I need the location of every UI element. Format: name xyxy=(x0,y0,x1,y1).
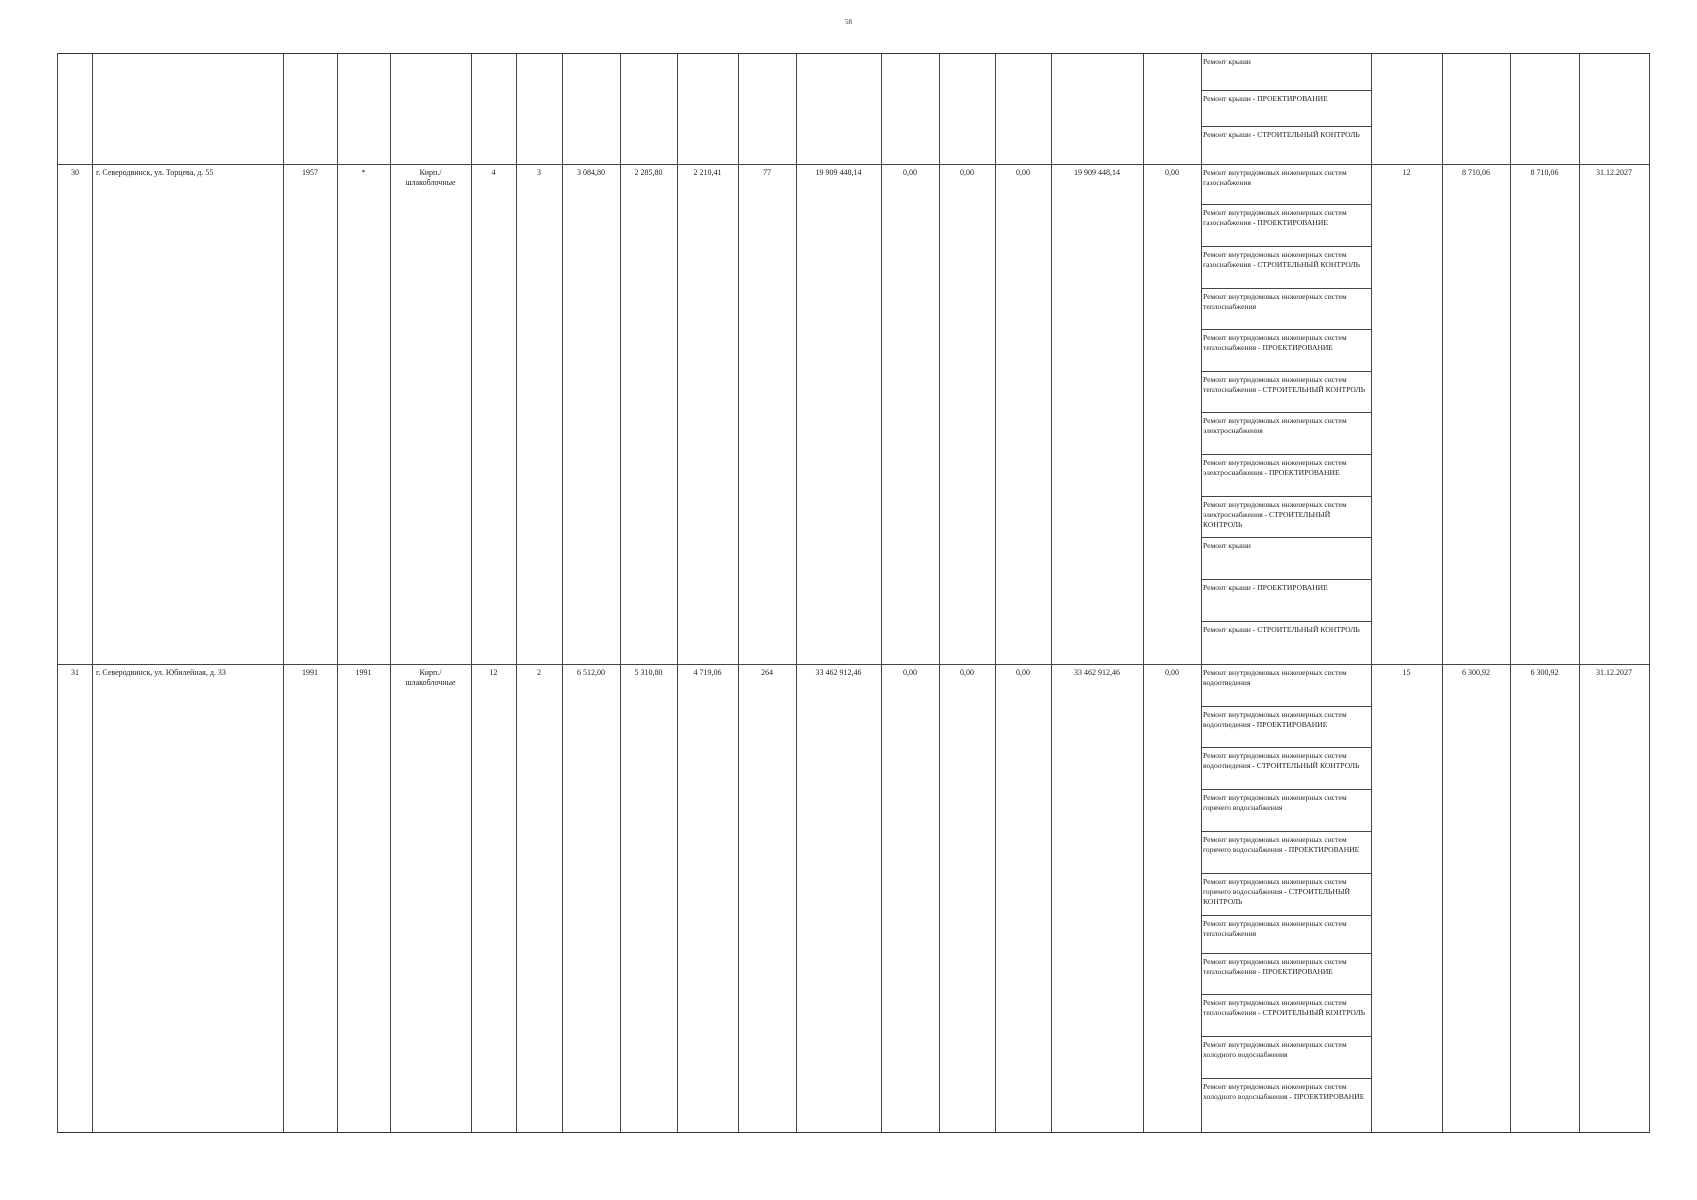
address: г. Северодвинск, ул. Юбилейная, д. 33 xyxy=(96,668,226,677)
work-item: Ремонт внутридомовых инженерных систем газоснабжения - ПРОЕКТИРОВАНИЕ xyxy=(1201,205,1371,247)
column-rule xyxy=(57,54,58,1132)
floors: 4 xyxy=(491,168,496,177)
work-item: Ремонт внутридомовых инженерных систем газоснабжения - СТРОИТЕЛЬНЫЙ КОНТРОЛЬ xyxy=(1201,247,1371,289)
area-living: 2 210,41 xyxy=(693,168,722,177)
entrances: 3 xyxy=(537,168,541,177)
column-rule xyxy=(939,54,940,1132)
work-item: Ремонт крыши - ПРОЕКТИРОВАНИЕ xyxy=(1201,91,1371,127)
area-all: 5 310,80 xyxy=(634,668,663,677)
work-item: Ремонт внутридомовых инженерных систем холодного водоснабжения xyxy=(1201,1037,1371,1079)
unit-cost: 6 300,92 xyxy=(1462,668,1490,677)
work-item: Ремонт крыши - СТРОИТЕЛЬНЫЙ КОНТРОЛЬ xyxy=(1203,625,1360,634)
work-item: Ремонт внутридомовых инженерных систем водоотведения - СТРОИТЕЛЬНЫЙ КОНТРОЛЬ xyxy=(1201,748,1371,790)
cost-region: 0,00 xyxy=(960,168,974,177)
area-all: 2 285,80 xyxy=(634,168,663,177)
address: г. Северодвинск, ул. Торцева, д. 55 xyxy=(96,168,214,177)
deadline: 31.12.2027 xyxy=(1596,168,1632,177)
floors: 12 xyxy=(489,668,498,677)
column-rule xyxy=(1442,54,1443,1132)
total-area: 3 084,80 xyxy=(577,168,605,177)
work-item: Ремонт внутридомовых инженерных систем газоснабжения xyxy=(1201,165,1371,205)
residents: 77 xyxy=(763,168,771,177)
deadline: 31.12.2027 xyxy=(1596,668,1632,677)
year-built: 1991 xyxy=(302,668,318,677)
cost-fund: 0,00 xyxy=(903,168,917,177)
wall-material: Кирп./ xyxy=(419,168,442,177)
work-item: Ремонт крыши xyxy=(1201,538,1371,580)
top-segment-works xyxy=(1201,54,1371,164)
work-item: Ремонт внутридомовых инженерных систем электроснабжения - ПРОЕКТИРОВАНИЕ xyxy=(1201,455,1371,497)
work-item: Ремонт крыши - СТРОИТЕЛЬНЫЙ КОНТРОЛЬ xyxy=(1203,130,1360,139)
works-list xyxy=(1201,665,1371,1132)
work-item: Ремонт внутридомовых инженерных систем теплоснабжения - ПРОЕКТИРОВАНИЕ xyxy=(1201,954,1371,995)
column-rule xyxy=(881,54,882,1132)
cost-owners: 19 909 448,14 xyxy=(1074,168,1120,177)
row-number: 30 xyxy=(71,168,79,177)
column-rule xyxy=(1371,54,1372,1132)
cost-region: 0,00 xyxy=(960,668,974,677)
work-item: Ремонт внутридомовых инженерных систем горячего водоснабжения xyxy=(1201,790,1371,832)
wall-material: шлакоблочные xyxy=(405,178,456,187)
column-rule xyxy=(677,54,678,1132)
work-item: Ремонт крыши - ПРОЕКТИРОВАНИЕ xyxy=(1201,580,1371,622)
column-rule xyxy=(1649,54,1650,1132)
entrances: 2 xyxy=(537,668,541,677)
column-rule xyxy=(995,54,996,1132)
repair-program-table xyxy=(57,53,1650,1133)
column-rule xyxy=(738,54,739,1132)
work-item: Ремонт внутридомовых инженерных систем теплоснабжения xyxy=(1201,289,1371,330)
work-item: Ремонт внутридомовых инженерных систем теплоснабжения - СТРОИТЕЛЬНЫЙ КОНТРОЛЬ xyxy=(1201,372,1371,413)
column-rule xyxy=(471,54,472,1132)
work-item: Ремонт внутридомовых инженерных систем водоотведения - ПРОЕКТИРОВАНИЕ xyxy=(1201,707,1371,748)
row-number: 31 xyxy=(71,668,79,677)
column-rule xyxy=(620,54,621,1132)
year-repair: * xyxy=(361,168,366,177)
work-item: Ремонт внутридомовых инженерных систем теплоснабжения - СТРОИТЕЛЬНЫЙ КОНТРОЛЬ xyxy=(1201,995,1371,1037)
cost-other: 0,00 xyxy=(1165,668,1179,677)
total-area: 6 512,00 xyxy=(577,668,605,677)
cost-local: 0,00 xyxy=(1016,668,1030,677)
column-rule xyxy=(1579,54,1580,1132)
max-cost: 8 710,06 xyxy=(1530,168,1559,177)
column-rule xyxy=(1143,54,1144,1132)
column-rule xyxy=(796,54,797,1132)
cost-other: 0,00 xyxy=(1165,168,1179,177)
wall-material: Кирп./ xyxy=(419,668,442,677)
column-rule xyxy=(337,54,338,1132)
column-rule xyxy=(1051,54,1052,1132)
work-item: Ремонт внутридомовых инженерных систем теплоснабжения xyxy=(1201,916,1371,954)
work-item: Ремонт внутридомовых инженерных систем холодного водоснабжения - ПРОЕКТИРОВАНИЕ xyxy=(1203,1082,1365,1101)
column-rule xyxy=(92,54,93,1132)
column-rule xyxy=(390,54,391,1132)
year-built: 1957 xyxy=(302,168,318,177)
page-number: 58 xyxy=(845,18,852,26)
work-count: 12 xyxy=(1402,168,1411,177)
work-item: Ремонт внутридомовых инженерных систем теплоснабжения - ПРОЕКТИРОВАНИЕ xyxy=(1201,330,1371,372)
cost-total: 19 909 448,14 xyxy=(815,168,862,177)
max-cost: 6 300,92 xyxy=(1530,668,1559,677)
work-item: Ремонт внутридомовых инженерных систем водоотведения xyxy=(1201,665,1371,707)
cost-total: 33 462 912,46 xyxy=(815,668,862,677)
work-item: Ремонт крыши xyxy=(1201,54,1371,91)
work-item: Ремонт внутридомовых инженерных систем электроснабжения - СТРОИТЕЛЬНЫЙ КОНТРОЛЬ xyxy=(1201,497,1371,538)
work-item: Ремонт внутридомовых инженерных систем электроснабжения xyxy=(1201,413,1371,455)
wall-material: шлакоблочные xyxy=(405,678,456,687)
works-list xyxy=(1201,165,1371,664)
unit-cost: 8 710,06 xyxy=(1462,168,1490,177)
cost-local: 0,00 xyxy=(1016,168,1030,177)
row-separator xyxy=(57,164,1650,165)
column-rule xyxy=(1510,54,1511,1132)
area-living: 4 719,06 xyxy=(693,668,722,677)
column-rule xyxy=(283,54,284,1132)
work-item: Ремонт внутридомовых инженерных систем горячего водоснабжения - СТРОИТЕЛЬНЫЙ КОНТРОЛЬ xyxy=(1201,874,1371,916)
cost-owners: 33 462 912,46 xyxy=(1074,668,1120,677)
year-repair: 1991 xyxy=(355,668,372,677)
work-count: 15 xyxy=(1402,668,1411,677)
column-rule xyxy=(516,54,517,1132)
residents: 264 xyxy=(761,668,773,677)
work-item: Ремонт внутридомовых инженерных систем горячего водоснабжения - ПРОЕКТИРОВАНИЕ xyxy=(1201,832,1371,874)
cost-fund: 0,00 xyxy=(903,668,917,677)
column-rule xyxy=(562,54,563,1132)
row-separator xyxy=(57,664,1650,665)
